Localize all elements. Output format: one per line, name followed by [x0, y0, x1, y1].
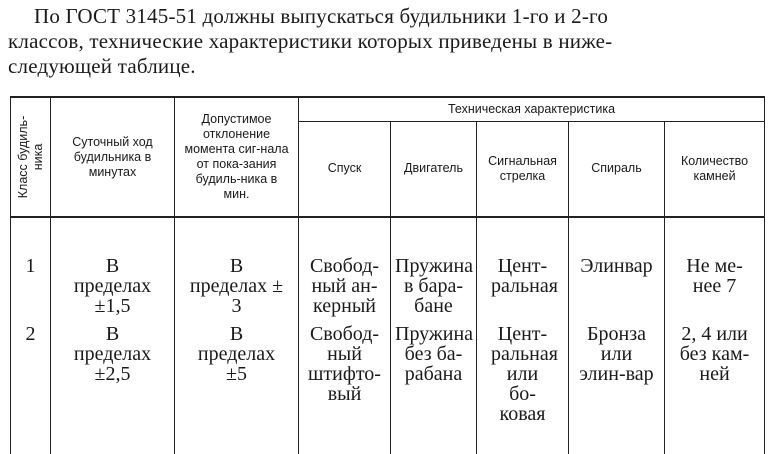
- cell-motor: Пружина без ба-рабана: [391, 316, 477, 454]
- cell-daily-rate: В пределах ±2,5: [51, 316, 175, 454]
- cell-jewels: Не ме-нее 7: [665, 217, 765, 316]
- cell-signal-hand: Цент-ральная: [477, 217, 569, 316]
- cell-motor: Пружина в бара-бане: [391, 217, 477, 316]
- cell-deviation: В пределах ±5: [175, 316, 299, 454]
- intro-line-1: По ГОСТ 3145-51 должны выпускаться будильники 1-го и 2-го: [34, 4, 609, 28]
- intro-line-3: следующей таблице.: [8, 54, 196, 78]
- header-spring: Спираль: [569, 121, 665, 217]
- table-row: [11, 217, 765, 316]
- intro-line-2: классов, технические характеристики которых приведены в ниже-: [8, 29, 613, 53]
- header-tech-group: Техническая характеристика: [299, 97, 765, 121]
- header-signal-hand: Сигнальная стрелка: [477, 121, 569, 217]
- cell-signal-hand: Цент-ральная или бо-ковая: [477, 316, 569, 454]
- table-row: [11, 316, 765, 454]
- cell-spring: Элинвар: [569, 217, 665, 316]
- cell-spring: Бронза или элин-вар: [569, 316, 665, 454]
- cell-jewels: 2, 4 или без кам-ней: [665, 316, 765, 454]
- header-class-label: Класс будиль-ника: [15, 115, 45, 199]
- header-jewels: Количество камней: [665, 121, 765, 217]
- spec-table: [10, 96, 765, 454]
- cell-deviation: В пределах ± 3: [175, 217, 299, 316]
- cell-class: 1: [11, 217, 51, 316]
- header-class: [11, 97, 51, 217]
- cell-class: 2: [11, 316, 51, 454]
- header-daily-rate: Суточный ход будильника в минутах: [51, 97, 175, 217]
- cell-escapement: Свобод-ный ан-керный: [299, 217, 391, 316]
- header-deviation: Допустимое отклонение момента сиг-нала от пока-зания будиль-ника в мин.: [175, 97, 299, 217]
- cell-escapement: Свобод-ный штифто-вый: [299, 316, 391, 454]
- header-motor: Двигатель: [391, 121, 477, 217]
- cell-daily-rate: В пределах ±1,5: [51, 217, 175, 316]
- header-escapement: Спуск: [299, 121, 391, 217]
- intro-paragraph: [8, 4, 764, 79]
